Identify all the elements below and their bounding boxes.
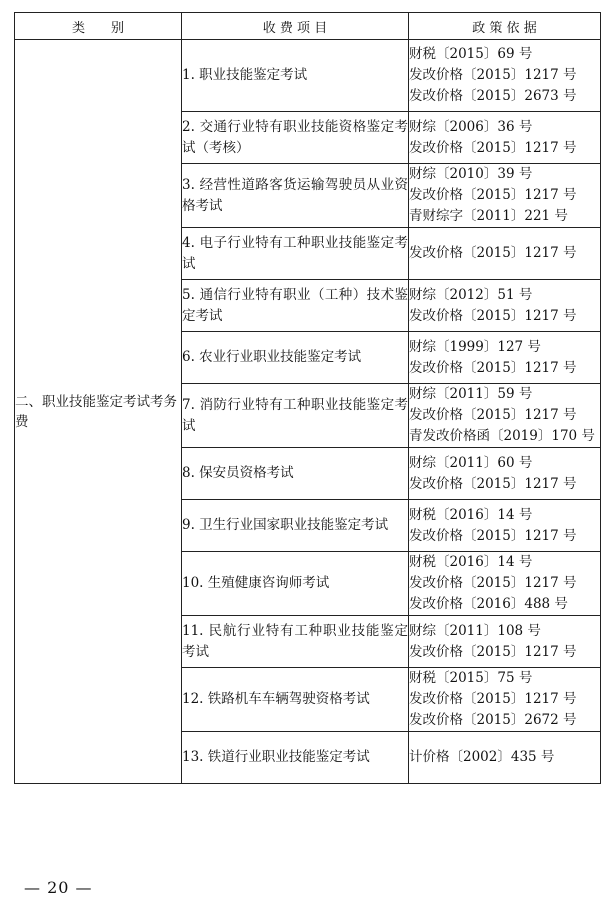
fee-item-cell: 1. 职业技能鉴定考试: [182, 40, 409, 112]
header-category: 类 别: [15, 13, 182, 40]
policy-line: 发改价格〔2016〕488 号: [409, 596, 568, 612]
policy-line: 财综〔2006〕36 号: [409, 118, 533, 135]
policy-cell: [409, 164, 601, 228]
policy-line: 发改价格〔2015〕1217 号: [409, 67, 577, 83]
policy-line: 财综〔2011〕108 号: [409, 622, 541, 639]
policy-cell: [409, 280, 601, 332]
fee-item-cell: 8. 保安员资格考试: [182, 448, 409, 500]
policy-line: 发改价格〔2015〕1217 号: [409, 139, 577, 156]
header-policy: 政 策 依 据: [409, 13, 601, 40]
policy-line: 财综〔2011〕60 号: [409, 454, 533, 471]
policy-cell: [409, 228, 601, 280]
policy-line: 财税〔2015〕75 号: [409, 670, 533, 686]
fee-table: [14, 12, 601, 784]
policy-cell: [409, 668, 601, 732]
policy-line: 发改价格〔2015〕1217 号: [409, 407, 577, 423]
policy-cell: [409, 40, 601, 112]
policy-cell: [409, 112, 601, 164]
policy-line: 青发改价格函〔2019〕170 号: [409, 428, 595, 444]
fee-item-cell: 6. 农业行业职业技能鉴定考试: [182, 332, 409, 384]
policy-line: 财税〔2015〕69 号: [409, 46, 533, 62]
policy-line: 财综〔1999〕127 号: [409, 338, 541, 355]
policy-line: 财综〔2011〕59 号: [409, 386, 533, 402]
fee-item-cell: 2. 交通行业特有职业技能资格鉴定考试（考核）: [182, 112, 409, 164]
fee-item-cell: 10. 生殖健康咨询师考试: [182, 552, 409, 616]
policy-cell: [409, 332, 601, 384]
policy-line: 计价格〔2002〕435 号: [409, 749, 555, 765]
policy-line: 发改价格〔2015〕2672 号: [409, 712, 577, 728]
fee-item-cell: 13. 铁道行业职业技能鉴定考试: [182, 732, 409, 784]
policy-cell: [409, 448, 601, 500]
table-header-row: [15, 13, 601, 40]
page-number: — 20 —: [24, 878, 93, 897]
policy-cell: [409, 552, 601, 616]
policy-line: 财综〔2010〕39 号: [409, 166, 533, 182]
policy-cell: [409, 384, 601, 448]
table-body: [15, 40, 601, 784]
policy-line: 发改价格〔2015〕2673 号: [409, 88, 577, 104]
policy-cell: [409, 732, 601, 784]
policy-line: 财税〔2016〕14 号: [409, 554, 533, 570]
fee-item-cell: 7. 消防行业特有工种职业技能鉴定考试: [182, 384, 409, 448]
header-item: 收 费 项 目: [182, 13, 409, 40]
policy-line: 发改价格〔2015〕1217 号: [409, 307, 577, 324]
policy-line: 发改价格〔2015〕1217 号: [409, 359, 577, 376]
fee-item-cell: 3. 经营性道路客货运输驾驶员从业资格考试: [182, 164, 409, 228]
policy-cell: [409, 616, 601, 668]
policy-line: 发改价格〔2015〕1217 号: [409, 575, 577, 591]
fee-item-cell: 11. 民航行业特有工种职业技能鉴定考试: [182, 616, 409, 668]
policy-line: 发改价格〔2015〕1217 号: [409, 691, 577, 707]
fee-item-cell: 5. 通信行业特有职业（工种）技术鉴定考试: [182, 280, 409, 332]
policy-cell: [409, 500, 601, 552]
policy-line: 发改价格〔2015〕1217 号: [409, 475, 577, 492]
policy-line: 发改价格〔2015〕1217 号: [409, 245, 577, 261]
policy-line: 财综〔2012〕51 号: [409, 286, 533, 303]
policy-line: 青财综字〔2011〕221 号: [409, 208, 568, 224]
policy-line: 发改价格〔2015〕1217 号: [409, 643, 577, 660]
policy-line: 发改价格〔2015〕1217 号: [409, 527, 577, 544]
table-row: [15, 40, 601, 112]
policy-line: 财税〔2016〕14 号: [409, 506, 533, 523]
fee-item-cell: 9. 卫生行业国家职业技能鉴定考试: [182, 500, 409, 552]
fee-item-cell: 4. 电子行业特有工种职业技能鉴定考试: [182, 228, 409, 280]
category-cell: 二、职业技能鉴定考试考务费: [15, 40, 182, 784]
fee-item-cell: 12. 铁路机车车辆驾驶资格考试: [182, 668, 409, 732]
policy-line: 发改价格〔2015〕1217 号: [409, 187, 577, 203]
